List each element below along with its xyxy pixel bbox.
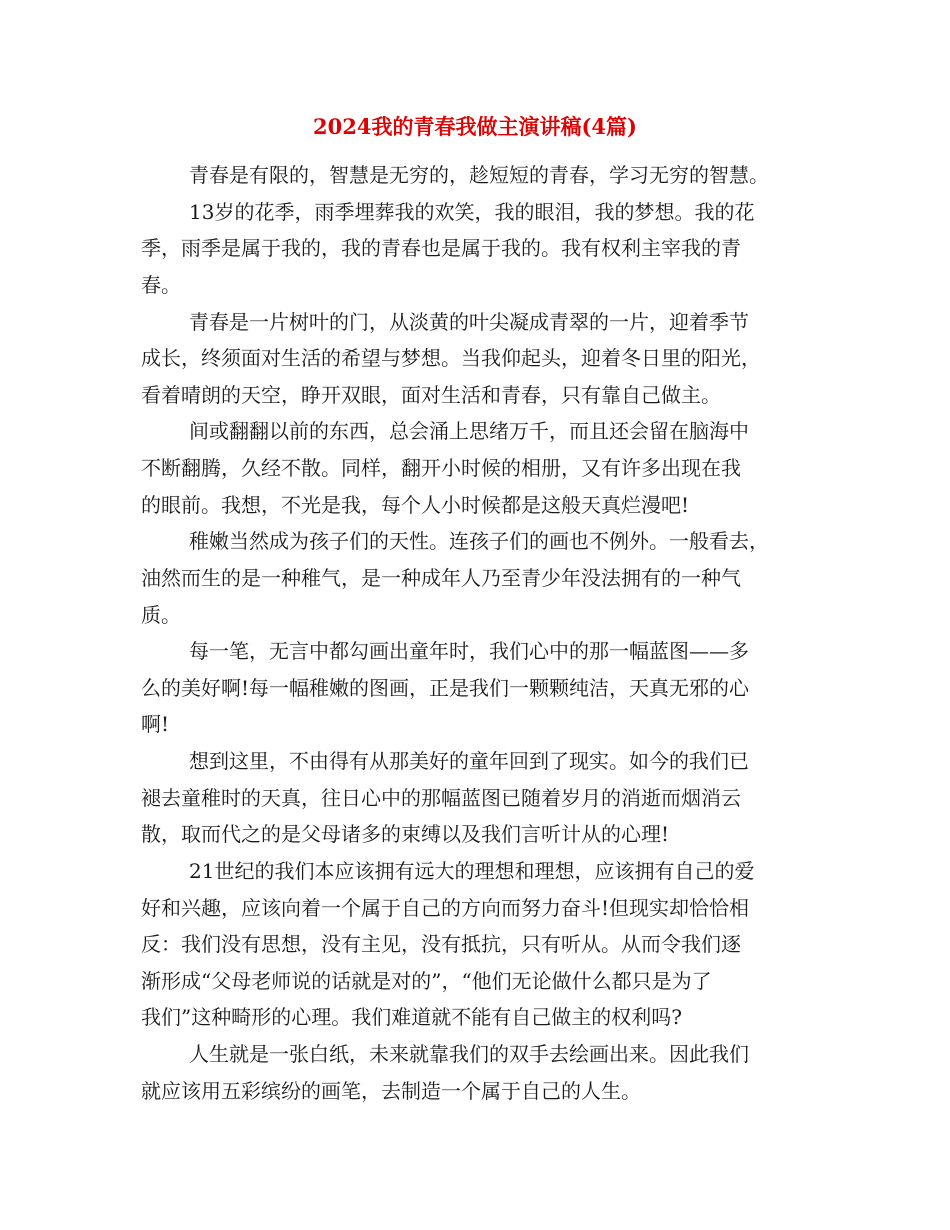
text-line: 么的美好啊!每一幅稚嫩的图画，正是我们一颗颗纯洁，天真无邪的心 [141,675,750,700]
text-line: 散，取而代之的是父母诸多的束缚以及我们言听计从的心理! [141,822,670,847]
text-line: 我们”这种畸形的心理。我们难道就不能有自己做主的权利吗? [141,1005,682,1030]
text-line: 油然而生的是一种稚气，是一种成年人乃至青少年没法拥有的一种气 [141,565,741,590]
text-line: 不断翻腾，久经不散。同样，翻开小时候的相册，又有许多出现在我 [141,456,741,480]
text-line: 稚嫩当然成为孩子们的天性。连孩子们的画也不例外。一般看去， [189,529,769,554]
text-line: 好和兴趣，应该向着一个属于自己的方向而努力奋斗!但现实却恰恰相 [141,895,750,920]
text-line: 成长，终须面对生活的希望与梦想。当我仰起头，迎着冬日里的阳光， [141,346,761,371]
text-line: 人生就是一张白纸，未来就靠我们的双手去绘画出来。因此我们 [189,1042,749,1066]
text-line: 的眼前。我想，不光是我，每个人小时候都是这般天真烂漫吧! [141,492,690,517]
document-body [141,157,811,1109]
text-line: 啊! [141,712,170,737]
text-line: 季，雨季是属于我的，我的青春也是属于我的。我有权利主宰我的青 [141,236,741,261]
text-line: 渐形成“父母老师说的话就是对的”，“他们无论做什么都只是为了 [141,968,712,993]
text-line: 每一笔，无言中都勾画出童年时，我们心中的那一幅蓝图——多 [189,639,749,664]
text-line: 褪去童稚时的天真，往日心中的那幅蓝图已随着岁月的消逝而烟消云 [141,785,741,810]
document-title: 2024我的青春我做主演讲稿(4篇) [313,114,637,139]
text-line: 13岁的花季，雨季埋葬我的欢笑，我的眼泪，我的梦想。我的花 [189,199,755,224]
text-line: 看着晴朗的天空，睁开双眼，面对生活和青春，只有靠自己做主。 [141,382,721,407]
text-line: 反：我们没有思想，没有主见，没有抵抗，只有听从。从而令我们逐 [141,932,741,957]
text-line: 就应该用五彩缤纷的画笔，去制造一个属于自己的人生。 [141,1078,641,1103]
text-line: 青春是一片树叶的门，从淡黄的叶尖凝成青翠的一片，迎着季节 [189,309,749,334]
text-line: 青春是有限的，智慧是无穷的，趁短短的青春，学习无穷的智慧。 [189,163,769,187]
text-line: 想到这里，不由得有从那美好的童年回到了现实。如今的我们已 [189,749,749,773]
text-line: 质。 [141,602,181,627]
text-line: 21世纪的我们本应该拥有远大的理想和理想，应该拥有自己的爱 [189,858,755,883]
text-line: 间或翻翻以前的东西，总会涌上思绪万千，而且还会留在脑海中 [189,419,749,444]
text-line: 春。 [141,272,181,297]
